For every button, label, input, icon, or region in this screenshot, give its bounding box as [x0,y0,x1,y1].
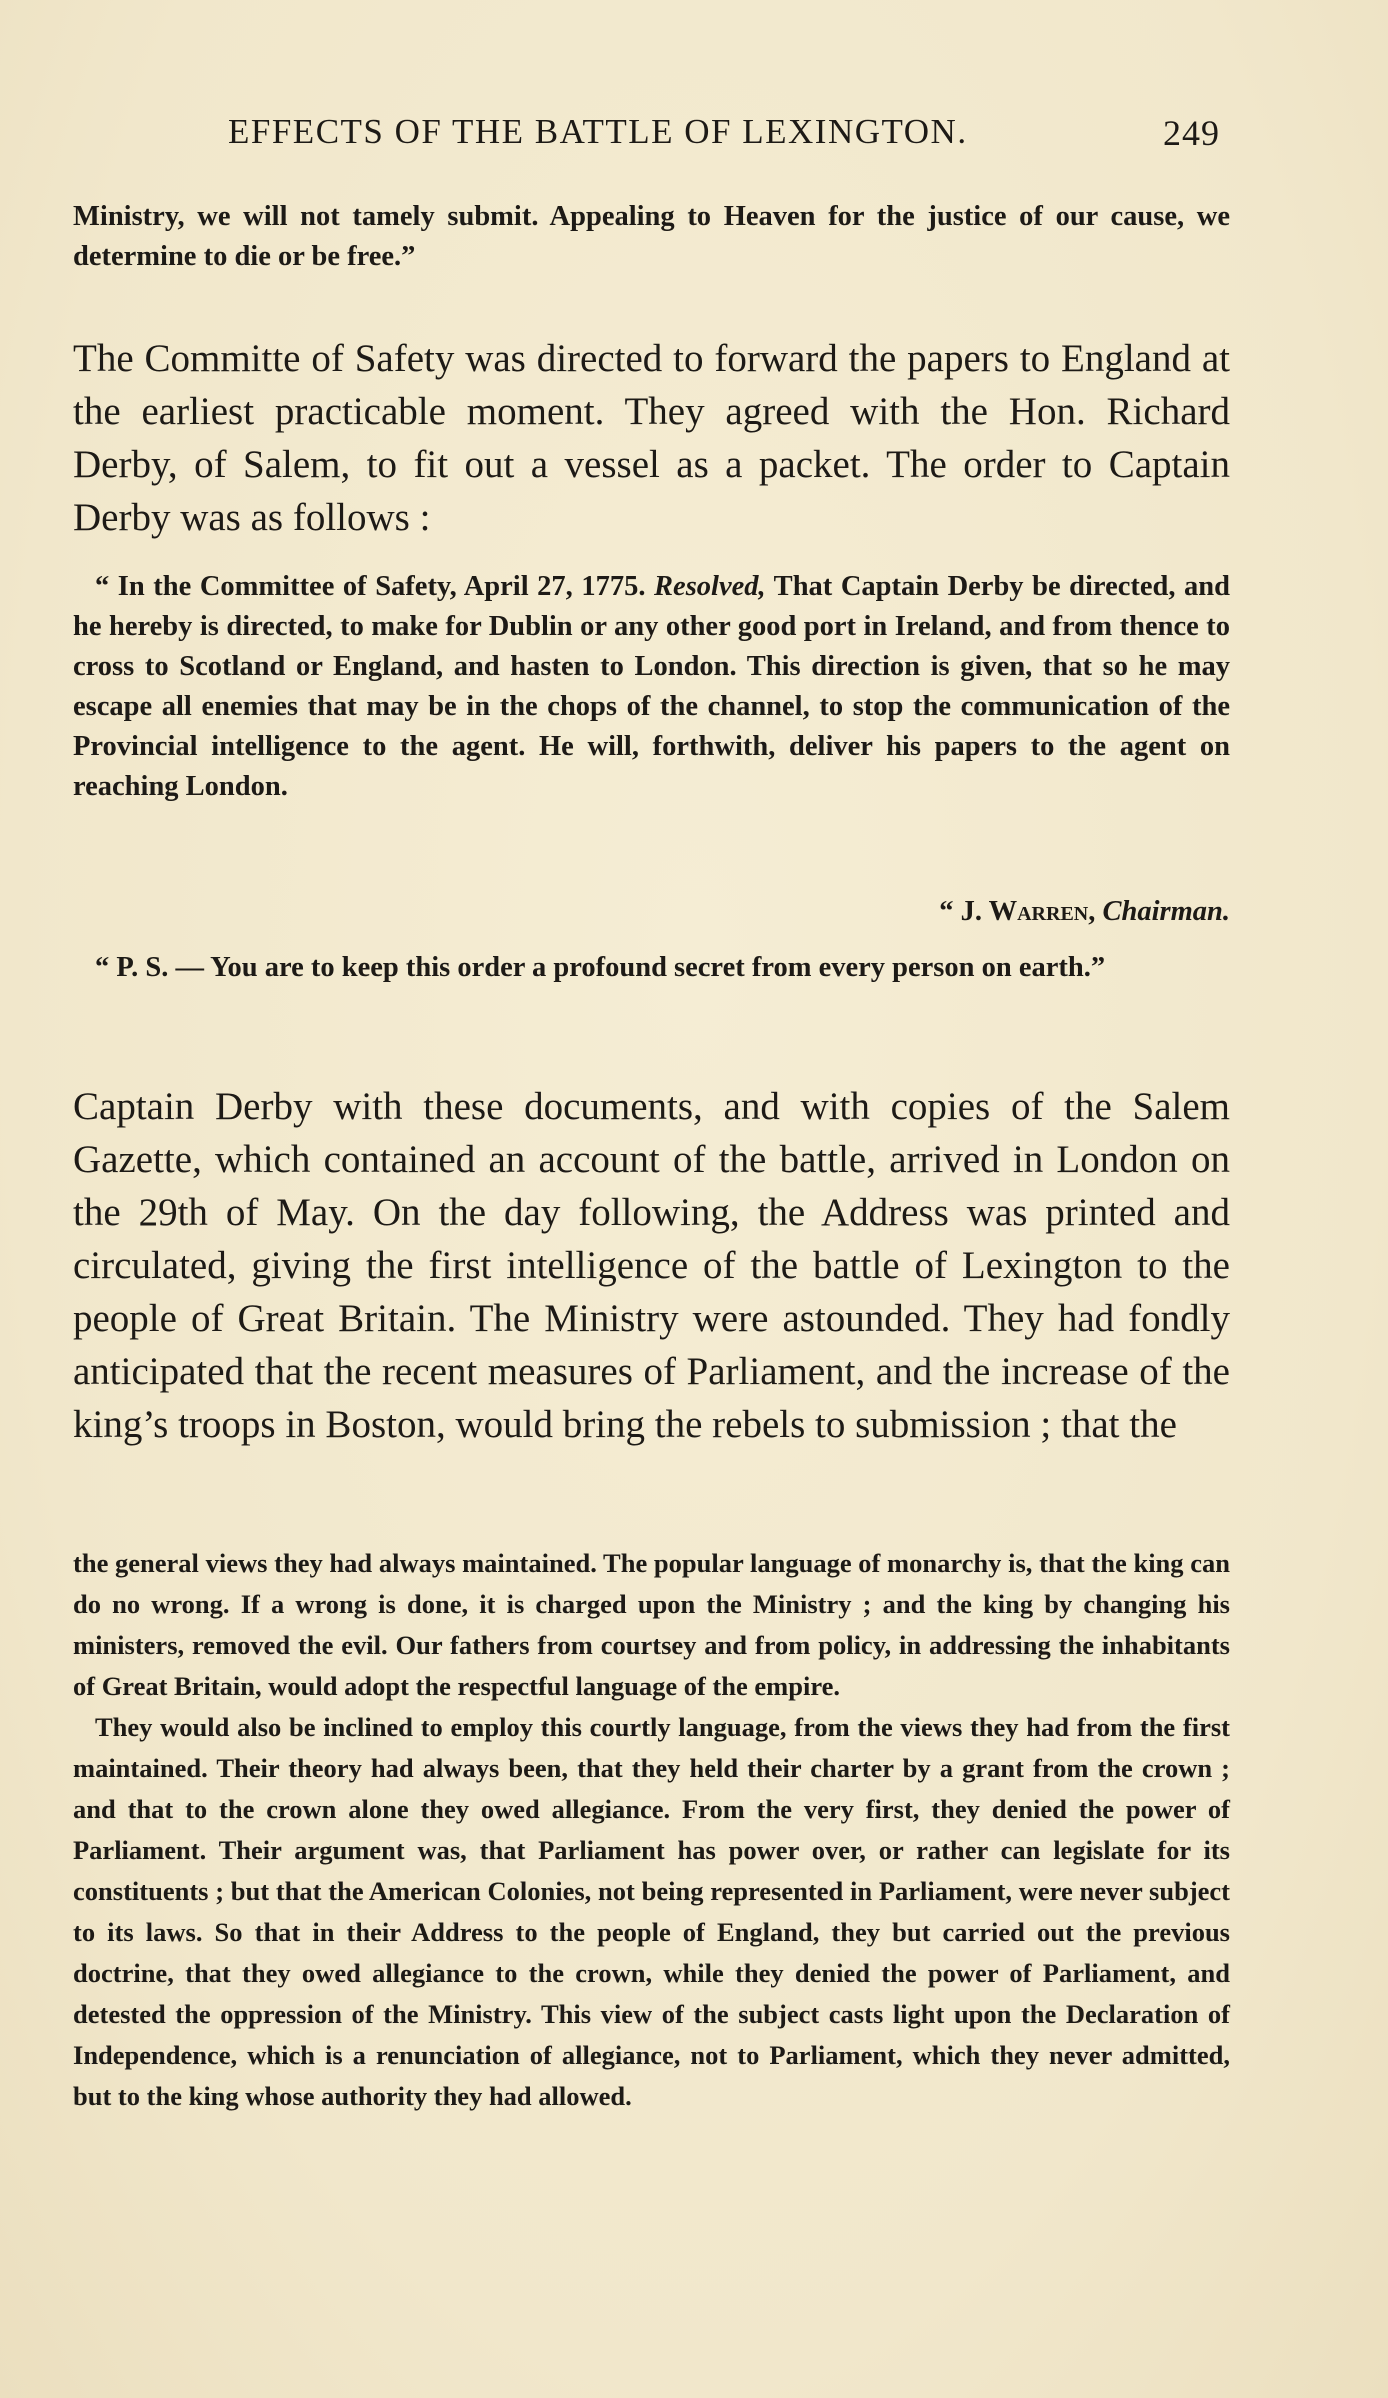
order-opening: “ In the Committee of Safety, April 27, 1775. [95,571,655,602]
paragraph-committee-of-safety: The Committe of Safety was directed to forward the papers to England at the earliest practicable moment. They agreed with the Hon. Richard Derby, of Salem, to fit out a vessel as a packet. The order to Captain Derby was as follows : [73,337,1230,539]
order-postscript: “ P. S. — You are to keep this order a profound secret from every person on earth.” [95,952,1106,983]
signature-name: “ J. Warren, [939,896,1096,927]
page-number: 249 [1163,113,1220,153]
paragraph-captain-derby-arrival: Captain Derby with these documents, and with copies of the Salem Gazette, which contained an account of the battle, arrived in London on the 29th of May. On the day following, the Address was printed and circulated, giving the first intelligence of the battle of Lexington to the people of Great Britain. The Ministry were astounded. They had fondly anticipated that the recent measures of Parliament, and the increase of the king’s troops in Boston, would bring the rebels to submission ; that the [73,1085,1230,1446]
signature-title: Chairman. [1095,896,1230,927]
order-to-captain-derby [73,567,1230,807]
footnote-paragraph-1: the general views they had always maintained. The popular language of monarchy is, that the king can do no wrong. If a wrong is done, it is charged upon the Ministry ; and the king by changing his ministers, removed the evil. Our fathers from courtsey and from policy, in addressing the inhabitants of Great Britain, would adopt the respectful language of the empire. [73,1548,1230,1701]
order-body: That Captain Derby be directed, and he hereby is directed, to make for Dublin or any other good port in Ireland, and from thence to cross to Scotland or England, and hasten to London. This direction is given, that so he may escape all enemies that may be in the chops of the channel, to stop the communication of the Provincial intelligence to the agent. He will, forthwith, deliver his papers to the agent on reaching London. [73,571,1230,802]
footnote-paragraph-2: They would also be inclined to employ this courtly language, from the views they had from the first maintained. Their theory had always been, that they held their charter by a grant from the crown ; and that to the crown alone they owed allegiance. From the very first, they denied the power of Parliament. Their argument was, that Parliament has power over, or rather can legislate for its constituents ; but that the American Colonies, not being represented in Parliament, were never subject to its laws. So that in their Address to the people of England, they but carried out the previous doctrine, that they owed allegiance to the crown, while they denied the power of Parliament, and detested the oppression of the Ministry. This view of the subject casts light upon the Declaration of Independence, which is a renunciation of allegiance, not to Parliament, which they never admitted, but to the king whose authority they had allowed. [73,1712,1230,2111]
quote-continuation: Ministry, we will not tamely submit. Appealing to Heaven for the justice of our cause, we determine to die or be free.” [73,201,1230,272]
page-header [73,112,1230,162]
running-title: EFFECTS OF THE BATTLE OF LEXINGTON. [228,112,968,151]
footnote [73,1543,1230,2117]
order-resolved: Resolved, [654,571,766,602]
order-signature [939,896,1230,928]
